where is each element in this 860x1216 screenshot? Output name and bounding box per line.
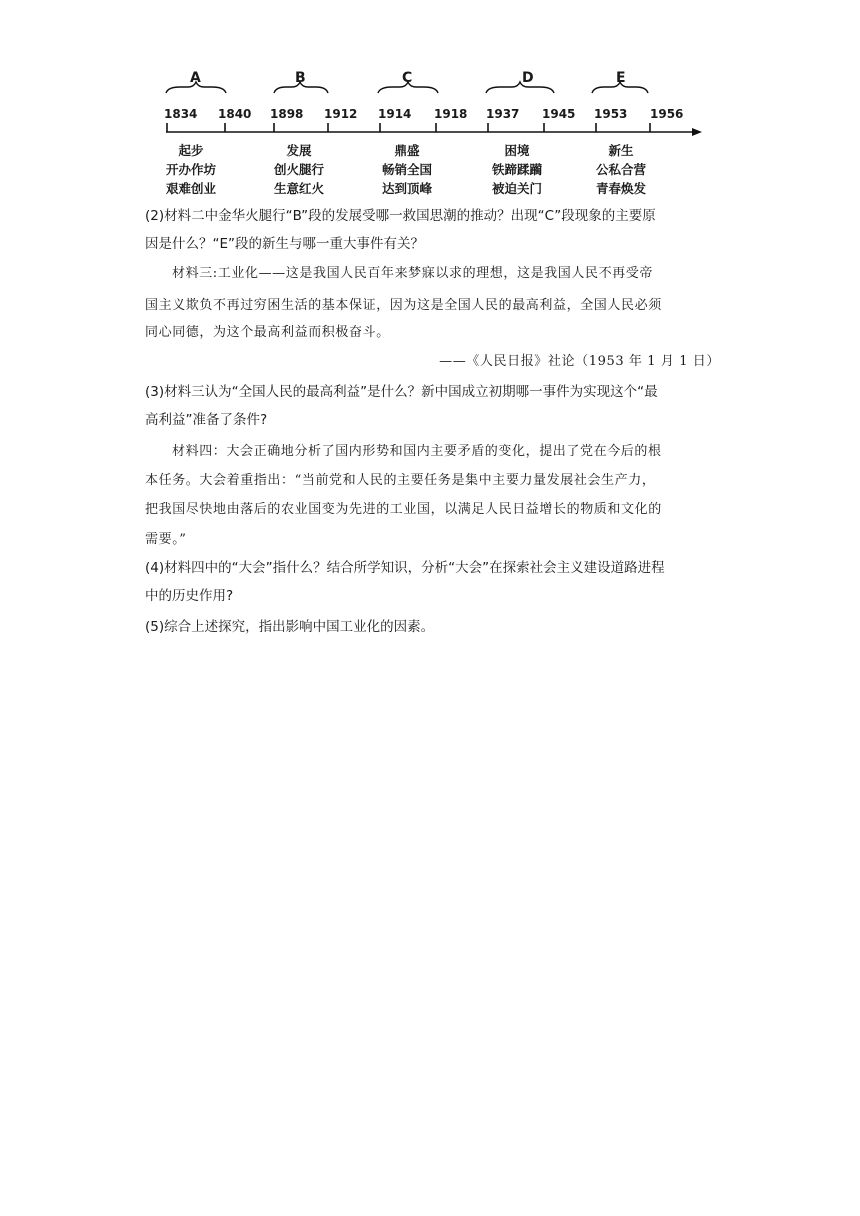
material-3-line-2: 国主义欺负不再过穷困生活的基本保证，因为这是全国人民的最高利益，全国人民必须 [145, 298, 662, 313]
segment-c-description [372, 141, 442, 198]
desc-a-3: 艰难创业 [165, 181, 216, 196]
year-1914: 1914 [378, 107, 412, 121]
desc-e-3: 青春焕发 [595, 181, 646, 196]
year-1953: 1953 [594, 107, 628, 121]
question-5-line-1: (5)综合上述探究，指出影响中国工业化的因素。 [145, 619, 435, 635]
year-1912: 1912 [324, 107, 358, 121]
material-4-line-1: 材料四：大会正确地分析了国内形势和国内主要矛盾的变化，提出了党在今后的根 [172, 444, 662, 459]
desc-c-2: 畅销全国 [381, 162, 432, 177]
question-3-line-2: 高利益”准备了条件? [145, 412, 268, 428]
material-4-line-4: 需要。” [145, 532, 187, 547]
desc-e-2: 公私合营 [595, 162, 646, 177]
segment-b-label: B [295, 70, 306, 86]
question-2-line-2: 因是什么？“E”段的新生与哪一重大事件有关？ [145, 236, 425, 252]
desc-c-1: 鼎盛 [394, 143, 420, 158]
material-4-line-2: 本任务。大会着重指出：“当前党和人民的主要任务是集中主要力量发展社会生产力， [145, 473, 656, 488]
segment-d-label: D [522, 70, 534, 86]
segment-d-description [482, 141, 552, 198]
material-3-line-3: 同心同德，为这个最高利益而积极奋斗。 [145, 325, 390, 340]
desc-c-3: 达到顶峰 [381, 181, 432, 196]
timeline-figure [150, 60, 720, 200]
material-3-source: ——《人民日报》社论（1953 年 1 月 1 日） [439, 354, 720, 369]
segment-a-description [156, 141, 226, 198]
timeline-arrow [692, 128, 702, 136]
year-1945: 1945 [542, 107, 576, 121]
question-2-line-1: (2)材料二中金华火腿行“B”段的发展受哪一救国思潮的推动？出现“C”段现象的主要原 [145, 208, 656, 224]
segment-e-description [586, 141, 656, 198]
year-1898: 1898 [270, 107, 304, 121]
year-1918: 1918 [434, 107, 468, 121]
desc-a-2: 开办作坊 [165, 162, 216, 177]
desc-d-1: 困境 [504, 143, 530, 158]
year-1956: 1956 [650, 107, 684, 121]
year-1834: 1834 [164, 107, 198, 121]
question-4-line-1: (4)材料四中的“大会”指什么？结合所学知识，分析“大会”在探索社会主义建设道路进程 [145, 560, 665, 576]
material-4-line-3: 把我国尽快地由落后的农业国变为先进的工业国，以满足人民日益增长的物质和文化的 [145, 502, 662, 517]
desc-a-1: 起步 [178, 143, 204, 158]
desc-e-1: 新生 [608, 143, 634, 158]
desc-b-1: 发展 [286, 143, 312, 158]
year-1840: 1840 [218, 107, 252, 121]
segment-e-label: E [616, 70, 626, 86]
year-1937: 1937 [486, 107, 520, 121]
segment-b-description [264, 141, 334, 198]
desc-b-2: 创火腿行 [273, 162, 324, 177]
desc-d-3: 被迫关门 [491, 181, 542, 196]
desc-b-3: 生意红火 [273, 181, 324, 196]
question-4-line-2: 中的历史作用? [145, 588, 234, 604]
material-3-line-1: 材料三:工业化——这是我国人民百年来梦寐以求的理想，这是我国人民不再受帝 [172, 266, 653, 281]
desc-d-2: 铁蹄蹂躏 [491, 162, 542, 177]
segment-c-label: C [402, 70, 413, 86]
question-3-line-1: (3)材料三认为“全国人民的最高利益”是什么？新中国成立初期哪一事件为实现这个“最 [145, 384, 658, 400]
segment-a-label: A [190, 70, 201, 86]
brace-d [486, 82, 554, 93]
